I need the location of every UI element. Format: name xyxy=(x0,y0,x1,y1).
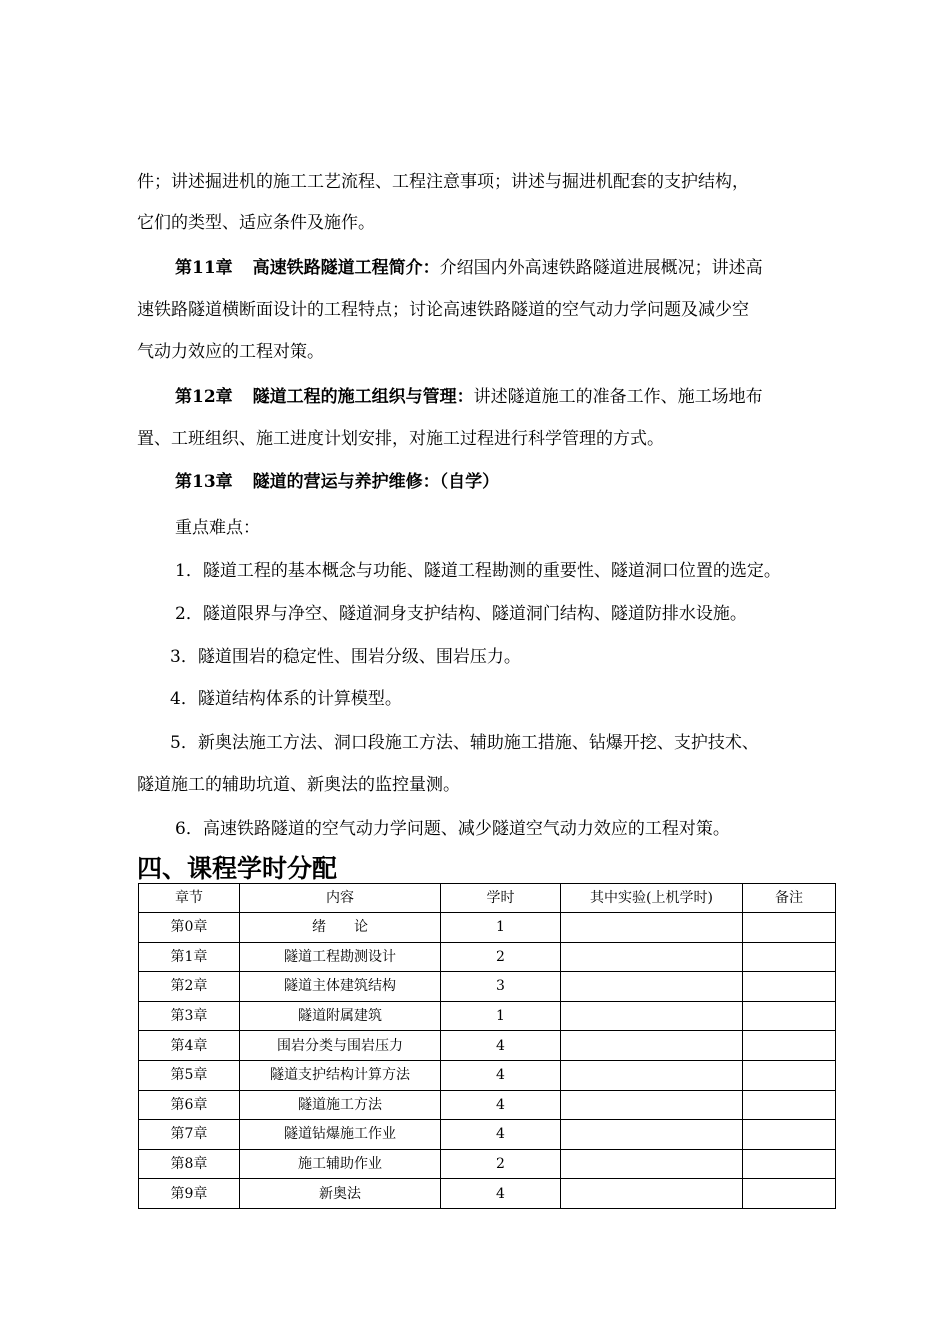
content-cell: 隧道附属建筑 xyxy=(240,1001,441,1031)
chapter-cell: 第8章 xyxy=(139,1149,240,1179)
chapter-cell: 第9章 xyxy=(139,1179,240,1209)
hours-cell: 4 xyxy=(441,1090,561,1120)
lab-hours-cell xyxy=(561,1001,743,1031)
lab-hours-cell xyxy=(561,1060,743,1090)
key-point-item: 6．高速铁路隧道的空气动力学问题、减少隧道空气动力效应的工程对策。 xyxy=(175,819,730,839)
table-header-row xyxy=(139,884,836,913)
content-cell: 隧道工程勘测设计 xyxy=(240,942,441,972)
table-row xyxy=(139,1120,836,1150)
notes-cell xyxy=(743,1031,836,1061)
chapter-heading: 第13章 xyxy=(175,472,233,492)
lab-hours-cell xyxy=(561,1090,743,1120)
notes-cell xyxy=(743,1001,836,1031)
table-header-cell: 备注 xyxy=(743,884,836,913)
chapter-cell: 第7章 xyxy=(139,1120,240,1150)
hours-cell: 4 xyxy=(441,1179,561,1209)
paragraph-line: 它们的类型、适应条件及施作。 xyxy=(137,213,375,233)
chapter-cell: 第6章 xyxy=(139,1090,240,1120)
paragraph-line: 气动力效应的工程对策。 xyxy=(137,342,324,362)
table-row xyxy=(139,1149,836,1179)
key-point-item-continued: 隧道施工的辅助坑道、新奥法的监控量测。 xyxy=(137,775,460,795)
chapter-12-line-1 xyxy=(175,386,763,408)
content-cell: 隧道主体建筑结构 xyxy=(240,972,441,1002)
lab-hours-cell xyxy=(561,942,743,972)
notes-cell xyxy=(743,1149,836,1179)
chapter-cell: 第1章 xyxy=(139,942,240,972)
table-row xyxy=(139,1179,836,1209)
hours-cell: 4 xyxy=(441,1120,561,1150)
lab-hours-cell xyxy=(561,1179,743,1209)
lab-hours-cell xyxy=(561,913,743,943)
chapter-cell: 第0章 xyxy=(139,913,240,943)
content-cell: 隧道钻爆施工作业 xyxy=(240,1120,441,1150)
content-cell: 隧道支护结构计算方法 xyxy=(240,1060,441,1090)
chapter-description: 讲述隧道施工的准备工作、施工场地布 xyxy=(473,387,763,407)
content-cell: 新奥法 xyxy=(240,1179,441,1209)
table-row xyxy=(139,942,836,972)
paragraph-line: 速铁路隧道横断面设计的工程特点；讨论高速铁路隧道的空气动力学问题及减少空 xyxy=(137,300,749,320)
chapter-title: 高速铁路隧道工程简介： xyxy=(252,258,440,278)
notes-cell xyxy=(743,913,836,943)
key-point-item: 2．隧道限界与净空、隧道洞身支护结构、隧道洞门结构、隧道防排水设施。 xyxy=(175,604,747,624)
table-row xyxy=(139,913,836,943)
hours-cell: 2 xyxy=(441,1149,561,1179)
content-cell: 隧道施工方法 xyxy=(240,1090,441,1120)
table-row xyxy=(139,1090,836,1120)
key-point-item: 5．新奥法施工方法、洞口段施工方法、辅助施工措施、钻爆开挖、支护技术、 xyxy=(170,733,759,753)
hours-cell: 3 xyxy=(441,972,561,1002)
table-header-cell: 章节 xyxy=(139,884,240,913)
chapter-heading: 第12章 xyxy=(175,387,233,407)
key-points-label: 重点难点： xyxy=(175,518,260,538)
paragraph-line: 件；讲述掘进机的施工工艺流程、工程注意事项；讲述与掘进机配套的支护结构， xyxy=(137,172,749,192)
table-header-cell: 内容 xyxy=(240,884,441,913)
notes-cell xyxy=(743,1060,836,1090)
table-row xyxy=(139,972,836,1002)
hours-cell: 1 xyxy=(441,1001,561,1031)
content-cell: 施工辅助作业 xyxy=(240,1149,441,1179)
table-row xyxy=(139,1031,836,1061)
chapter-cell: 第5章 xyxy=(139,1060,240,1090)
notes-cell xyxy=(743,972,836,1002)
notes-cell xyxy=(743,1090,836,1120)
chapter-11-line-1 xyxy=(175,257,763,279)
key-point-item: 3．隧道围岩的稳定性、围岩分级、围岩压力。 xyxy=(170,647,521,667)
chapter-cell: 第3章 xyxy=(139,1001,240,1031)
hours-cell: 2 xyxy=(441,942,561,972)
hours-cell: 4 xyxy=(441,1060,561,1090)
key-point-item: 1．隧道工程的基本概念与功能、隧道工程勘测的重要性、隧道洞口位置的选定。 xyxy=(175,561,781,581)
chapter-cell: 第2章 xyxy=(139,972,240,1002)
chapter-heading: 第11章 xyxy=(175,258,233,278)
chapter-title: 隧道工程的施工组织与管理： xyxy=(252,387,474,407)
chapter-13-line xyxy=(175,471,499,493)
lab-hours-cell xyxy=(561,972,743,1002)
lab-hours-cell xyxy=(561,1120,743,1150)
chapter-title: 隧道的营运与养护维修：（自学） xyxy=(252,472,500,492)
hours-cell: 1 xyxy=(441,913,561,943)
hours-cell: 4 xyxy=(441,1031,561,1061)
notes-cell xyxy=(743,1120,836,1150)
key-point-item: 4．隧道结构体系的计算模型。 xyxy=(170,689,402,709)
course-hours-table xyxy=(138,883,836,1209)
chapter-description: 介绍国内外高速铁路隧道进展概况；讲述高 xyxy=(439,258,763,278)
notes-cell xyxy=(743,942,836,972)
table-header-cell: 其中实验(上机学时) xyxy=(561,884,743,913)
table-header-cell: 学时 xyxy=(441,884,561,913)
content-cell: 围岩分类与围岩压力 xyxy=(240,1031,441,1061)
notes-cell xyxy=(743,1179,836,1209)
table-row xyxy=(139,1001,836,1031)
chapter-cell: 第4章 xyxy=(139,1031,240,1061)
lab-hours-cell xyxy=(561,1149,743,1179)
lab-hours-cell xyxy=(561,1031,743,1061)
table-row xyxy=(139,1060,836,1090)
paragraph-line: 置、工班组织、施工进度计划安排，对施工过程进行科学管理的方式。 xyxy=(137,429,664,449)
content-cell: 绪 论 xyxy=(240,913,441,943)
section-title: 四、课程学时分配 xyxy=(137,854,338,883)
